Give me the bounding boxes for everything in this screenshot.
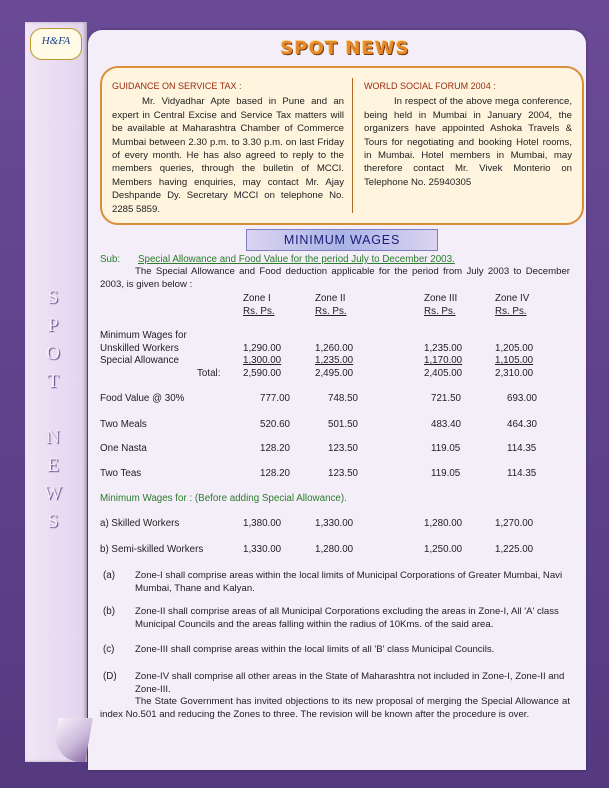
table-cell: 1,250.00 — [424, 544, 463, 555]
unit-header: Rs. Ps. — [243, 306, 275, 317]
table-row-label: Two Teas — [100, 468, 142, 479]
spine-title — [38, 287, 68, 539]
zone-header: Zone IV — [495, 293, 530, 304]
table-cell: 2,495.00 — [315, 368, 354, 379]
mw-label: Minimum Wages for — [100, 330, 187, 341]
guidance-heading: GUIDANCE ON SERVICE TAX : — [112, 81, 242, 91]
note-key: (a) — [103, 570, 115, 581]
unit-header: Rs. Ps. — [424, 306, 456, 317]
closing-paragraph: The State Government has invited objections to its new proposal of merging the Special Allowance at index No.501 and reducing the Zones to three. The revision will be known after the procedure is over. — [100, 696, 570, 720]
table-cell: 501.50 — [328, 419, 358, 430]
sub-text: Special Allowance and Food Value for the period July to December 2003. — [138, 254, 455, 265]
box-divider — [352, 78, 353, 213]
note-text: Zone-I shall comprise areas within the local limits of Municipal Corporations of Greater Mumbai, Navi Mumbai, Thane and Kalyan. — [135, 570, 563, 594]
table-cell: 1,280.00 — [315, 544, 354, 555]
note-text: Zone-III shall comprise areas within the local limits of all 'B' class Municipal Councils. — [135, 644, 495, 655]
table-cell: 1,290.00 — [243, 343, 282, 354]
note-text: Zone-II shall comprise areas of all Municipal Corporations excluding the areas in Zone-I, All 'A' class Municipal Councils and the areas falling within the radius of 10Kms. of the said area. — [135, 606, 559, 630]
spine-letter: E — [47, 455, 59, 476]
table-row-label: a) Skilled Workers — [100, 518, 180, 529]
table-cell: 1,235.00 — [424, 343, 463, 354]
table-cell: 123.50 — [328, 468, 358, 479]
table-cell: 1,300.00 — [243, 355, 282, 366]
spine-letter — [38, 399, 68, 427]
table-cell: 1,330.00 — [315, 518, 354, 529]
table-cell: 114.35 — [507, 443, 537, 454]
guidance-body: Mr. Vidyadhar Apte based in Pune and an expert in Central Excise and Service Tax matters will be available at Maharashtra Chamber of Commerce Mumbai between 2.30 p.m. to 3.30 p.m. on last Friday of every month. He has also agreed to reply to the members queries, through the bulletin of MCCI. Members having enquiries, may contact Mr. Ajay Deshpande Dy. Secretary MCCI on telephone No. 2285 5859. — [112, 96, 344, 215]
table-cell: 1,225.00 — [495, 544, 534, 555]
table-row-label: Unskilled Workers — [100, 343, 179, 354]
table-cell: 1,330.00 — [243, 544, 282, 555]
publication-logo: H&FA — [30, 28, 82, 60]
forum-body: In respect of the above mega conference, being held in Mumbai in January 2004, the organizers have appointed Ashoka Travels & Tours for negotiating and booking Hotel rooms, in Mumbai. Hotel members in Mumbai, may therefore contact Mr. Vivek Monterio on Telephone No. 25940305 — [364, 96, 572, 188]
guidance-article — [112, 80, 344, 216]
forum-article — [364, 80, 572, 189]
table-cell: 2,405.00 — [424, 368, 463, 379]
table-cell: 119.05 — [431, 468, 461, 479]
table-row-label: b) Semi-skilled Workers — [100, 544, 204, 555]
table-cell: 128.20 — [260, 443, 290, 454]
spine-letter: W — [44, 483, 62, 504]
table-cell: 123.50 — [328, 443, 358, 454]
spine-letter: S — [47, 511, 59, 532]
note-key: (c) — [103, 644, 115, 655]
table-cell: 2,310.00 — [495, 368, 534, 379]
forum-heading: WORLD SOCIAL FORUM 2004 : — [364, 81, 496, 91]
unit-header: Rs. Ps. — [315, 306, 347, 317]
table-cell: 520.60 — [260, 419, 290, 430]
table-cell: 2,590.00 — [243, 368, 282, 379]
note-key: (D) — [103, 671, 117, 682]
table-cell: 693.00 — [507, 393, 537, 404]
table-cell: 1,380.00 — [243, 518, 282, 529]
spine-letter: S — [47, 287, 59, 308]
table-row-label: Total: — [197, 368, 221, 379]
spine-letter: T — [47, 371, 59, 392]
zone-header: Zone III — [424, 293, 458, 304]
table-cell: 1,235.00 — [315, 355, 354, 366]
table-cell: 1,205.00 — [495, 343, 534, 354]
table-cell: 777.00 — [260, 393, 290, 404]
zone-header: Zone II — [315, 293, 346, 304]
spine-letter: N — [46, 427, 60, 448]
news-box — [100, 66, 584, 225]
table-cell: 1,280.00 — [424, 518, 463, 529]
table-row-label: One Nasta — [100, 443, 147, 454]
spine-letter: O — [46, 343, 60, 364]
table-row-label: Special Allowance — [100, 355, 179, 366]
table-cell: 464.30 — [507, 419, 537, 430]
note-key: (b) — [103, 606, 115, 617]
table-cell: 114.35 — [507, 468, 537, 479]
table-cell: 721.50 — [431, 393, 461, 404]
mw-before-label: Minimum Wages for : (Before adding Special Allowance). — [100, 493, 347, 504]
table-cell: 748.50 — [328, 393, 358, 404]
table-cell: 1,170.00 — [424, 355, 463, 366]
table-cell: 119.05 — [431, 443, 461, 454]
note-text: Zone-IV shall comprise all other areas in the State of Maharashtra not included in Zone-I, Zone-II and Zone-III. — [135, 671, 565, 695]
spine-letter: P — [47, 315, 59, 336]
table-row-label: Two Meals — [100, 419, 147, 430]
table-cell: 128.20 — [260, 468, 290, 479]
table-cell: 483.40 — [431, 419, 461, 430]
intro-paragraph: The Special Allowance and Food deduction applicable for the period from July 2003 to December 2003, is given below : — [100, 266, 570, 290]
spot-news-banner: SPOT NEWS — [280, 38, 410, 59]
minimum-wages-title: MINIMUM WAGES — [246, 229, 438, 251]
table-row-label: Food Value @ 30% — [100, 393, 185, 404]
table-cell: 1,270.00 — [495, 518, 534, 529]
table-cell: 1,105.00 — [495, 355, 534, 366]
zone-header: Zone I — [243, 293, 271, 304]
unit-header: Rs. Ps. — [495, 306, 527, 317]
sub-label: Sub: — [100, 254, 121, 265]
table-cell: 1,260.00 — [315, 343, 354, 354]
